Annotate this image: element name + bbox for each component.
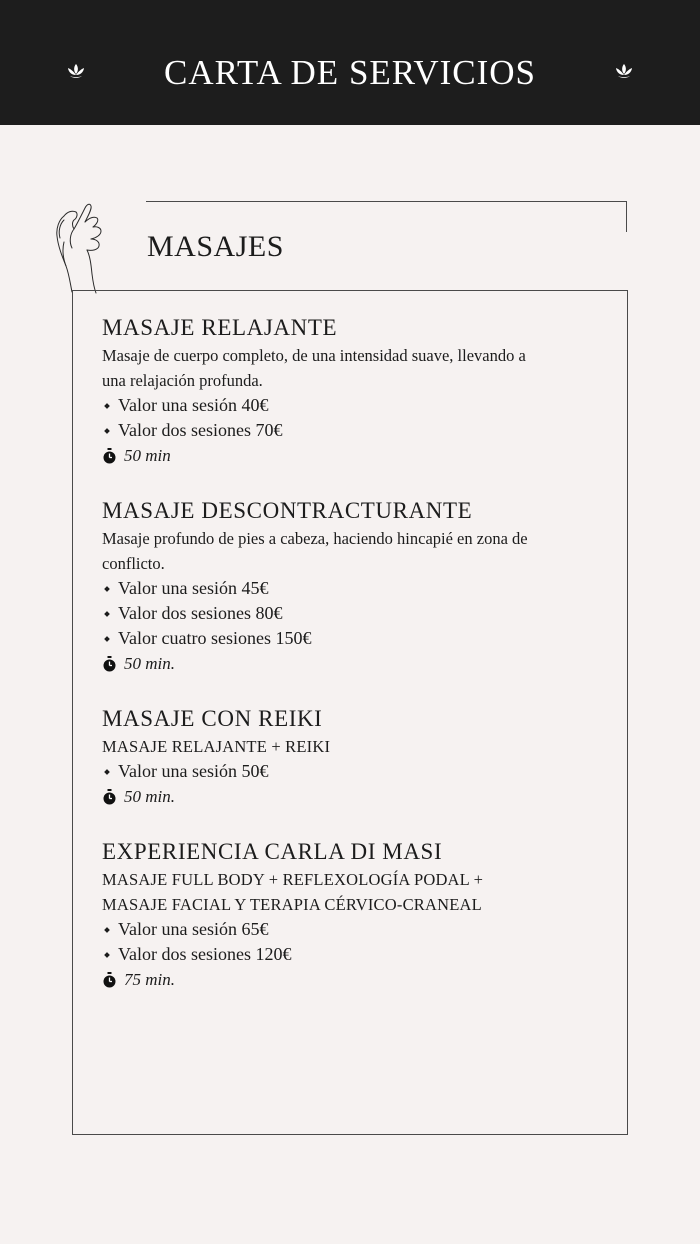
- service-title: MASAJE RELAJANTE: [102, 315, 338, 340]
- price-line: [102, 418, 602, 443]
- price-text: Valor una sesión 50€: [118, 761, 269, 781]
- stopwatch-icon: [102, 972, 117, 988]
- price-text: Valor dos sesiones 120€: [118, 944, 292, 964]
- bullet-icon: [104, 769, 110, 775]
- duration-text: 50 min.: [124, 787, 175, 806]
- duration-text: 50 min: [124, 446, 171, 465]
- stopwatch-icon: [102, 789, 117, 805]
- decorative-corner-tick: [626, 201, 627, 232]
- price-line: [102, 601, 602, 626]
- bullet-icon: [104, 428, 110, 434]
- service-item: [102, 496, 602, 676]
- service-title: MASAJE CON REIKI: [102, 706, 323, 731]
- duration-line: [102, 967, 602, 992]
- service-item: [102, 704, 602, 809]
- services-list: [102, 313, 602, 1020]
- price-line: [102, 942, 602, 967]
- service-description: Masaje profundo de pies a cabeza, haciendo hincapié en zona de conflicto.: [102, 529, 528, 573]
- service-description: Masaje de cuerpo completo, de una intensidad suave, llevando a una relajación profunda.: [102, 346, 526, 390]
- price-text: Valor una sesión 40€: [118, 395, 269, 415]
- service-item: [102, 837, 602, 992]
- price-text: Valor una sesión 45€: [118, 578, 269, 598]
- decorative-top-line: [146, 201, 626, 202]
- stopwatch-icon: [102, 656, 117, 672]
- price-line: [102, 626, 602, 651]
- service-title: EXPERIENCIA CARLA DI MASI: [102, 839, 443, 864]
- price-text: Valor dos sesiones 70€: [118, 420, 283, 440]
- duration-text: 50 min.: [124, 654, 175, 673]
- price-text: Valor dos sesiones 80€: [118, 603, 283, 623]
- lotus-icon: [615, 63, 633, 79]
- header-bar: [0, 0, 700, 125]
- section-title: MASAJES: [147, 230, 284, 263]
- service-description: MASAJE FULL BODY + REFLEXOLOGÍA PODAL + MASAJE FACIAL Y TERAPIA CÉRVICO-CRANEAL: [102, 870, 484, 914]
- price-text: Valor una sesión 65€: [118, 919, 269, 939]
- bullet-icon: [104, 611, 110, 617]
- duration-line: [102, 651, 602, 676]
- price-line: [102, 576, 602, 601]
- bullet-icon: [104, 927, 110, 933]
- price-line: [102, 393, 602, 418]
- page-title: CARTA DE SERVICIOS: [164, 53, 536, 92]
- service-title: MASAJE DESCONTRACTURANTE: [102, 498, 473, 523]
- bullet-icon: [104, 636, 110, 642]
- price-line: [102, 759, 602, 784]
- duration-line: [102, 443, 602, 468]
- price-line: [102, 917, 602, 942]
- service-item: [102, 313, 602, 468]
- service-description: MASAJE RELAJANTE + REIKI: [102, 737, 331, 756]
- price-text: Valor cuatro sesiones 150€: [118, 628, 312, 648]
- duration-line: [102, 784, 602, 809]
- hand-icon: [52, 198, 124, 294]
- stopwatch-icon: [102, 448, 117, 464]
- bullet-icon: [104, 952, 110, 958]
- bullet-icon: [104, 403, 110, 409]
- duration-text: 75 min.: [124, 970, 175, 989]
- bullet-icon: [104, 586, 110, 592]
